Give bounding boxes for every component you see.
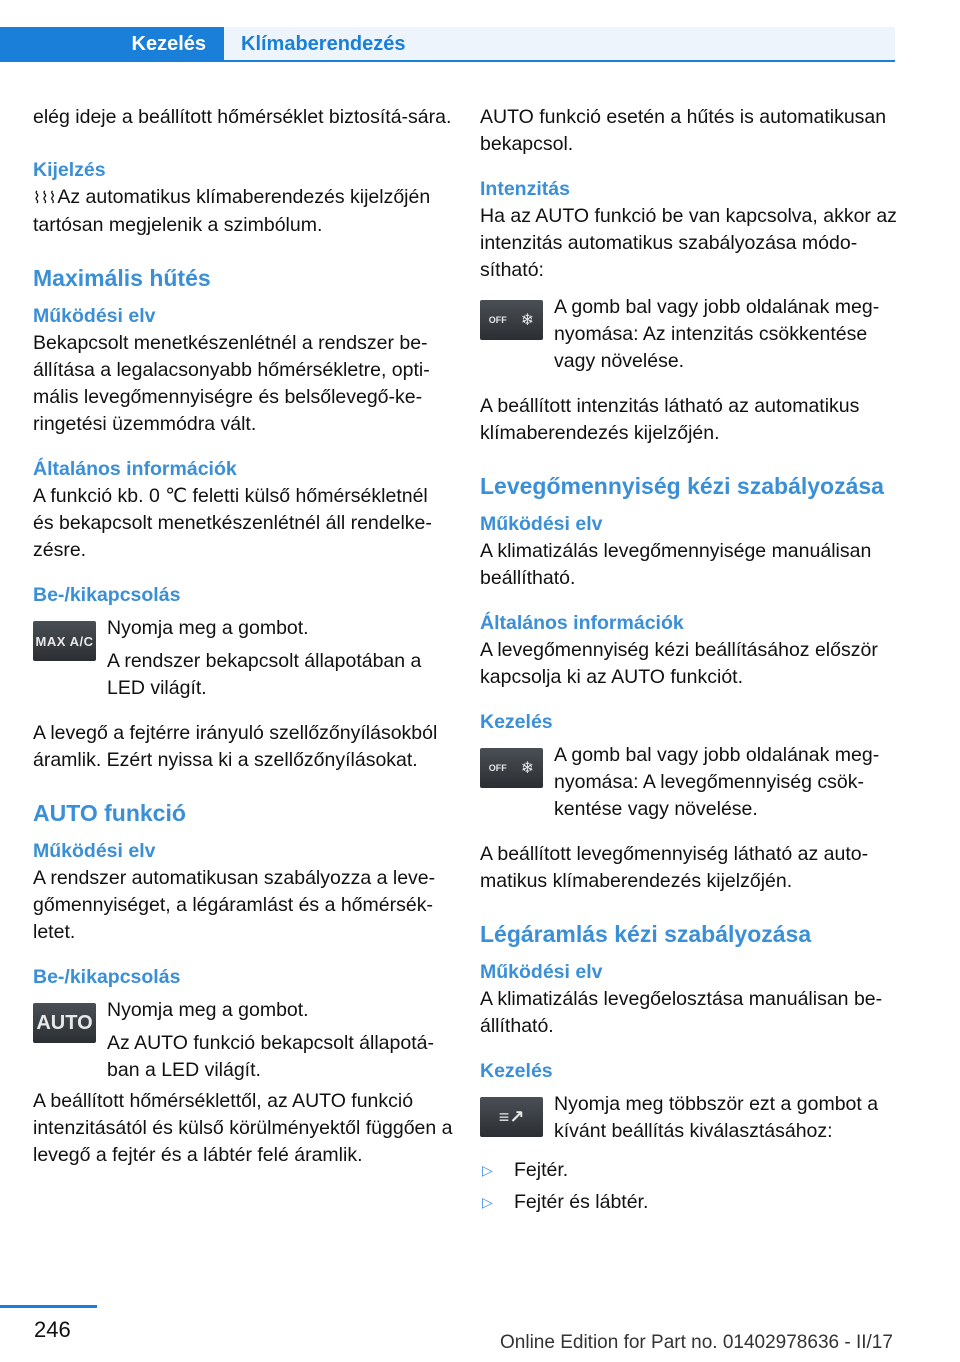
tab-kezeles[interactable]: Kezelés — [0, 27, 224, 62]
paragraph: Nyomja meg a gombot. — [107, 617, 309, 639]
fan-off-icon: OFF — [488, 315, 507, 325]
paragraph: Nyomja meg többször ezt a gombot a kívánt beállítás kiválasztásához: — [554, 1093, 879, 1142]
paragraph: A beállított intenzitás látható az automatikus klímaberendezés kijelzőjén. — [480, 395, 860, 444]
list-item: ▷ Fejtér. — [480, 1157, 898, 1184]
heading-mukodesi-elv: Működési elv — [33, 305, 156, 327]
heading-altalanos: Általános információk — [480, 612, 684, 634]
paragraph: Nyomja meg a gombot. — [107, 999, 309, 1021]
page-number: 246 — [34, 1317, 71, 1342]
heading-kijelzes: Kijelzés — [33, 159, 106, 181]
right-column — [480, 104, 898, 1221]
triangle-bullet-icon: ▷ — [482, 1194, 493, 1210]
fan-amount-instruction — [480, 742, 898, 823]
fan-button-icon — [480, 748, 543, 788]
paragraph: AUTO funkció esetén a hűtés is automatikusan bekapcsol. — [480, 106, 887, 155]
paragraph: Az AUTO funkció bekapcsolt állapotá-ban a LED világít. — [107, 1032, 434, 1081]
list-item: ▷ Fejtér és lábtér. — [480, 1189, 898, 1216]
auto-button-icon: AUTO — [33, 1003, 96, 1043]
heading-kezeles: Kezelés — [480, 711, 553, 733]
fan-off-icon: OFF — [488, 763, 507, 773]
option-list — [480, 1157, 898, 1216]
heading-altalanos: Általános információk — [33, 458, 237, 480]
heading-kezeles: Kezelés — [480, 1060, 553, 1082]
paragraph: A rendszer automatikusan szabályozza a leve-gőmennyiséget, a légáramlást és a hőmérsék-letet. — [33, 867, 436, 943]
paragraph: A klimatizálás levegőmennyisége manuálisan beállítható. — [480, 540, 872, 589]
maxac-instruction — [33, 615, 453, 702]
heading-mukodesi-elv: Működési elv — [480, 961, 603, 983]
left-column — [33, 104, 453, 1169]
paragraph: A funkció kb. 0 ℃ feletti külső hőmérsékletnél és bekapcsolt menetkészenlétnél áll rendelke-zésre. — [33, 485, 432, 561]
tab-underline — [224, 60, 895, 62]
paragraph: A beállított hőmérséklettől, az AUTO funkció intenzitásától és külső körülményektől függően a levegő a fejtér és a lábtér felé áramlik. — [33, 1090, 453, 1166]
tab-klimaberendezes[interactable]: Klímaberendezés — [224, 27, 895, 62]
paragraph: A klimatizálás levegőelosztása manuálisan be-állítható. — [480, 988, 883, 1037]
fan-instruction — [480, 294, 898, 375]
heading-intenzitas: Intenzitás — [480, 178, 570, 200]
heading-legaramlas: Légáramlás kézi szabályozása — [480, 921, 812, 947]
airflow-distribution-button-icon: ≡↗ — [480, 1097, 543, 1137]
paragraph: Bekapcsolt menetkészenlétnél a rendszer be-állítása a legalacsonyabb hőmérsékletre, opti-mális levegőmennyiségre és belsőlevegő-ke-ringetési üzemmódra vált. — [33, 332, 430, 435]
heading-mukodesi-elv: Működési elv — [33, 840, 156, 862]
paragraph: A gomb bal vagy jobb oldalának meg-nyomása: A levegőmennyiség csök-kentése vagy növelése. — [554, 744, 880, 820]
heading-bekikapcsolas: Be-/kikapcsolás — [33, 966, 181, 988]
paragraph: A levegő a fejtérre irányuló szellőzőnyílásokból áramlik. Ezért nyissa ki a szellőzőnyílásokat. — [33, 722, 438, 771]
heading-levegomennyiseg: Levegőmennyiség kézi szabályozása — [480, 473, 884, 499]
heading-mukodesi-elv: Működési elv — [480, 513, 603, 535]
paragraph: A gomb bal vagy jobb oldalának meg-nyomása: Az intenzitás csökkentése vagy növelése. — [554, 296, 880, 372]
airflow-instruction — [480, 1091, 898, 1145]
paragraph: A levegőmennyiség kézi beállításához először kapcsolja ki az AUTO funkciót. — [480, 639, 878, 688]
auto-instruction — [33, 997, 453, 1084]
footer-rule — [0, 1305, 97, 1308]
max-ac-button-icon: MAX A/C — [33, 621, 96, 661]
kijelzes-paragraph — [33, 184, 453, 239]
paragraph: Ha az AUTO funkció be van kapcsolva, akkor az intenzitás automatikus szabályozása módo-sítható: — [480, 205, 897, 281]
fan-icon: ❄ — [520, 312, 535, 329]
heading-max-cooling: Maximális hűtés — [33, 265, 211, 291]
header-tabbar — [0, 27, 895, 62]
paragraph: A beállított levegőmennyiség látható az auto-matikus klímaberendezés kijelzőjén. — [480, 843, 869, 892]
fan-icon: ❄ — [520, 760, 535, 777]
triangle-bullet-icon: ▷ — [482, 1162, 493, 1178]
kijelzes-text: Az automatikus klímaberendezés kijelzőjén tartósan megjelenik a szimbólum. — [33, 186, 431, 236]
fan-button-icon — [480, 300, 543, 340]
paragraph: elég ideje a beállított hőmérséklet biztosítá-sára. — [33, 106, 452, 128]
heading-auto-function: AUTO funkció — [33, 800, 186, 826]
max-cooling-symbol-icon: ⌇⌇⌇ — [33, 190, 57, 207]
edition-note: Online Edition for Part no. 01402978636 - II/17 — [500, 1332, 893, 1353]
heading-bekikapcsolas: Be-/kikapcsolás — [33, 584, 181, 606]
paragraph: A rendszer bekapcsolt állapotában a LED világít. — [107, 650, 422, 699]
